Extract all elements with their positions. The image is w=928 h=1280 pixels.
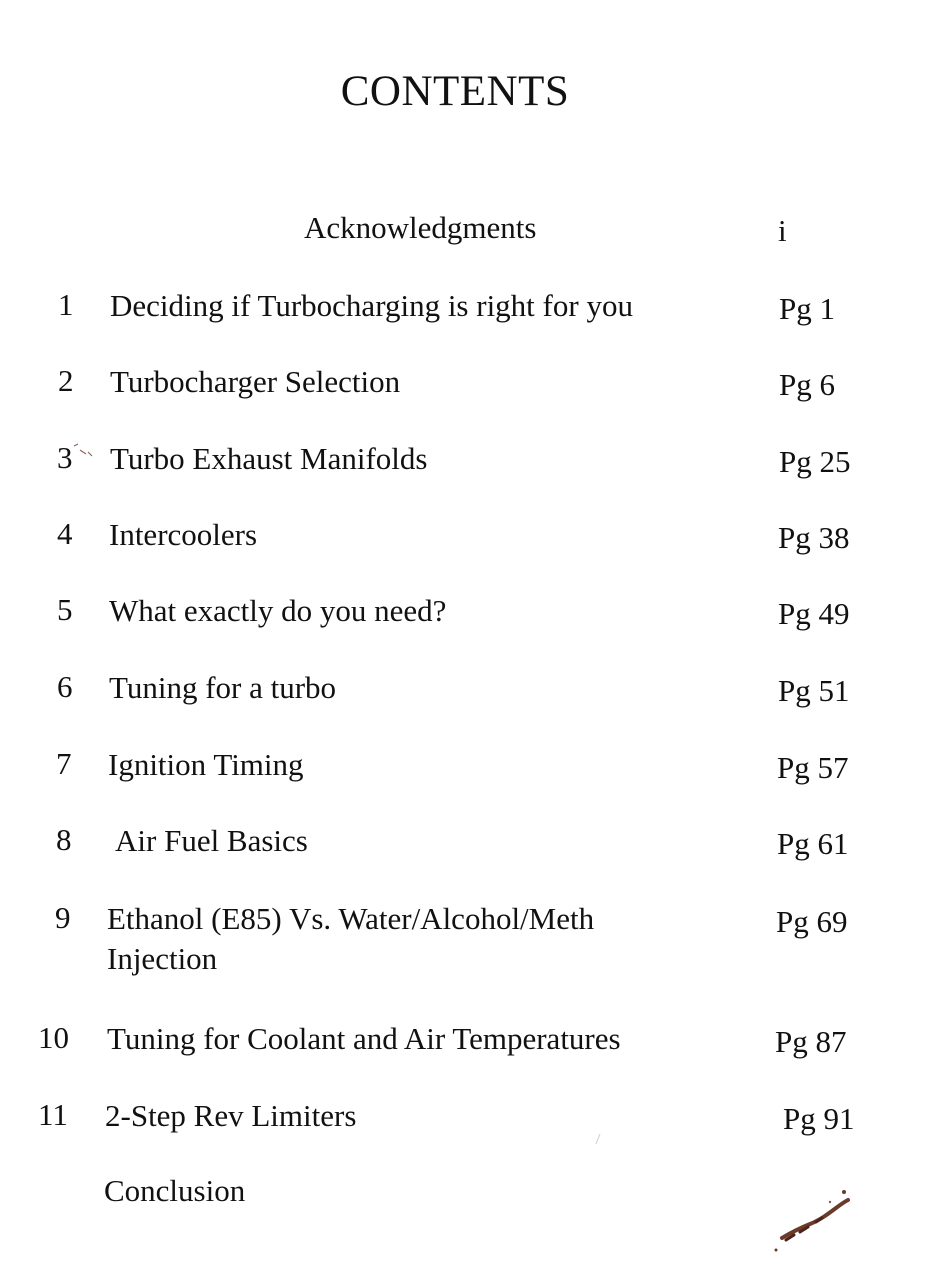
toc-entry-number: 3 [57,440,73,475]
stain-mark [770,1180,860,1255]
toc-entry-2 [0,362,928,402]
toc-entry-number: 8 [56,822,72,857]
toc-entry-8 [0,821,928,861]
toc-entry-page: Pg 87 [775,1024,847,1059]
toc-entry-title: What exactly do you need? [109,593,447,628]
toc-entry-page: Pg 51 [778,673,850,708]
toc-entry-page: Pg 49 [778,596,850,631]
conclusion-title: Conclusion [104,1173,246,1208]
page-title: CONTENTS [340,68,570,115]
toc-entry-9 [0,899,928,983]
toc-entry-4 [0,515,928,555]
toc-entry-title: Tuning for a turbo [109,670,337,705]
toc-entry-page: Pg 69 [776,904,848,939]
toc-entry-number: 1 [58,287,74,322]
acknowledgments-page-number: i [778,213,787,248]
toc-entry-6 [0,668,928,708]
toc-entry-title: Ethanol (E85) Vs. Water/Alcohol/Meth Injection [107,901,595,976]
toc-entry-number: 5 [57,592,73,627]
toc-entry-page: Pg 25 [779,444,851,479]
toc-entry-title: 2-Step Rev Limiters [105,1098,357,1133]
toc-entry-title: Turbocharger Selection [110,364,401,399]
toc-entry-page: Pg 91 [783,1101,855,1136]
toc-entry-title: Intercoolers [109,517,258,552]
toc-entry-10 [0,1019,928,1059]
toc-entry-page: Pg 38 [778,520,850,555]
toc-entry-number: 4 [57,516,73,551]
toc-entry-title: Turbo Exhaust Manifolds [110,441,428,476]
toc-entry-1 [0,286,928,326]
toc-entry-title: Ignition Timing [108,747,304,782]
toc-entry-number: 2 [58,363,74,398]
acknowledgments-title: Acknowledgments [304,210,537,245]
toc-entry-title: Deciding if Turbocharging is right for you [110,288,633,323]
toc-entry-3 [0,439,928,479]
toc-entry-number: 7 [56,746,72,781]
toc-entry-11 [0,1096,928,1136]
toc-entry-page: Pg 1 [779,291,835,326]
toc-entry-title: Air Fuel Basics [115,823,308,858]
toc-entry-page: Pg 57 [777,750,849,785]
toc-entry-7 [0,745,928,785]
toc-entry-page: Pg 6 [779,367,835,402]
toc-entry-number: 9 [55,900,71,935]
toc-entry-number: 6 [57,669,73,704]
toc-entry-5 [0,591,928,631]
toc-entry-number: 11 [38,1097,68,1132]
faint-speck [594,1132,604,1146]
toc-entry-page: Pg 61 [777,826,849,861]
ink-speck-mark [72,442,96,460]
toc-entry-number: 10 [38,1020,69,1055]
toc-entry-title: Tuning for Coolant and Air Temperatures [107,1021,621,1056]
